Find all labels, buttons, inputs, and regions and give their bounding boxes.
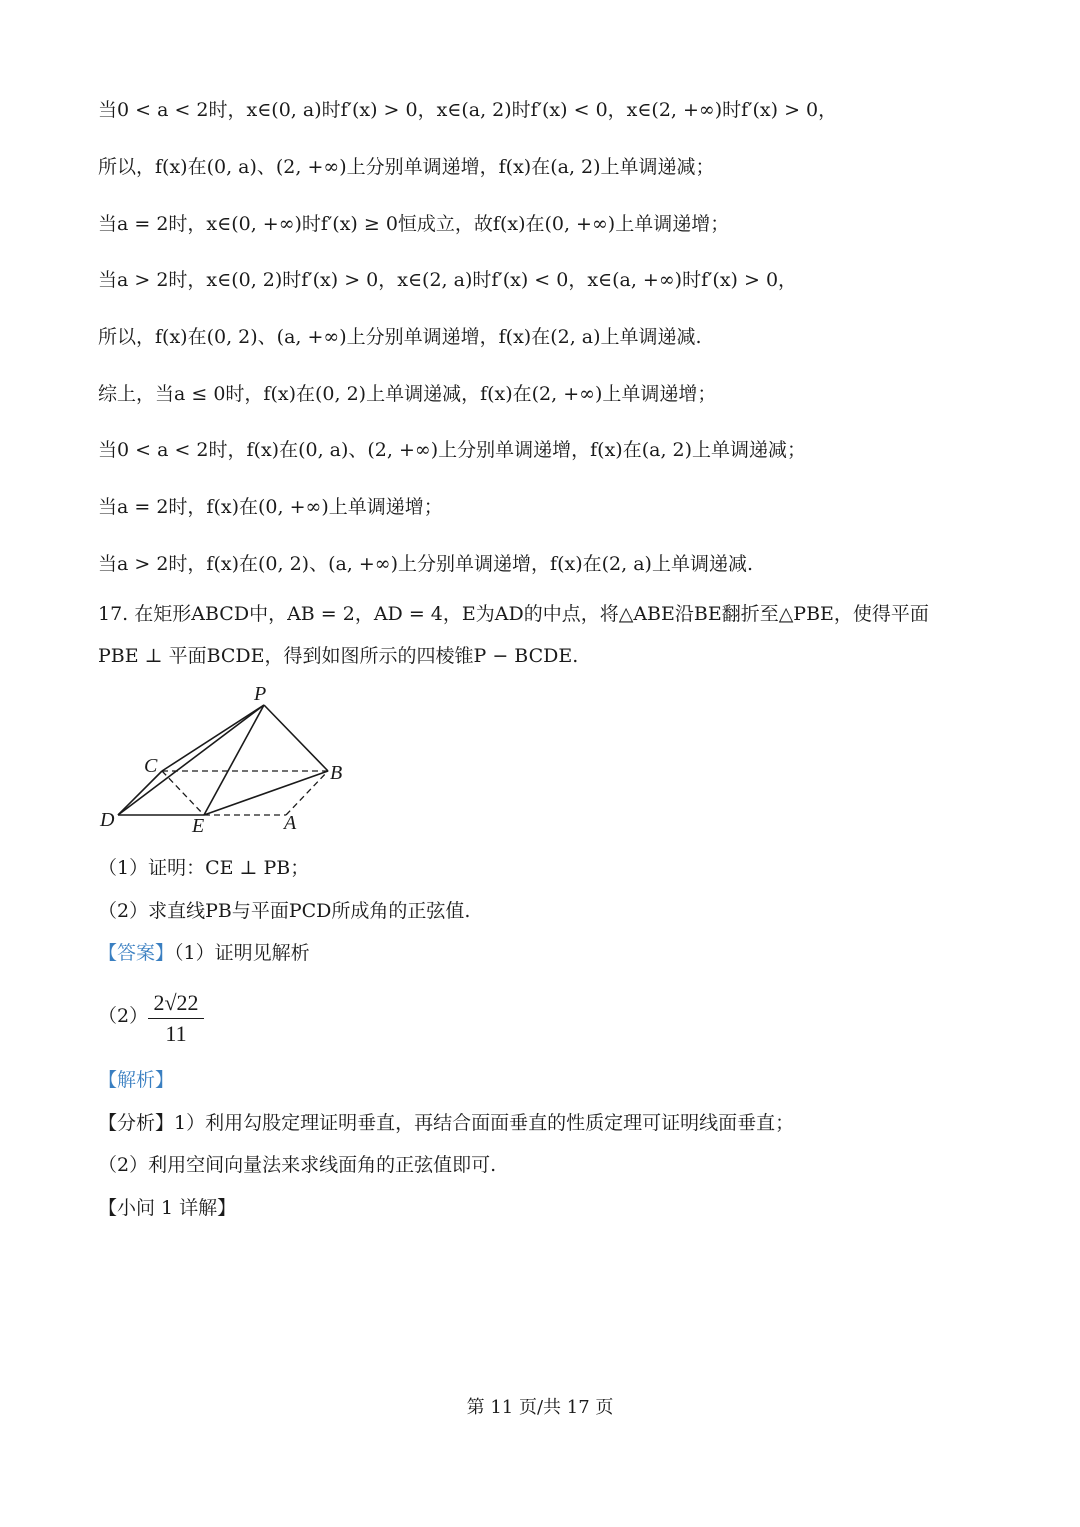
analysis-fenxi: 【分析】1）利用勾股定理证明垂直，再结合面面垂直的性质定理可证明线面垂直；: [98, 1112, 795, 1134]
text-line-6: 综上，当a ≤ 0时，f(x)在(0, 2)上单调递减，f(x)在(2, +∞)上单调递增；: [98, 383, 717, 405]
question-1: （1）证明：CE ⊥ PB；: [98, 857, 310, 879]
answer-tag: 【答案】: [98, 942, 175, 964]
vertex-label-e: E: [192, 815, 205, 834]
pyramid-figure: [96, 684, 356, 834]
vertex-label-p: P: [254, 684, 267, 705]
text-line-5: 所以，f(x)在(0, 2)、(a, +∞)上分别单调递增，f(x)在(2, a)上单调递减.: [98, 326, 702, 348]
text-line-7: 当0 < a < 2时，f(x)在(0, a)、(2, +∞)上分别单调递增，f(x)在(a, 2)上单调递减；: [98, 439, 807, 461]
vertex-label-c: C: [144, 755, 158, 777]
sub-question-1-heading: 【小问 1 详解】: [98, 1197, 237, 1219]
analysis-fenxi-2: （2）利用空间向量法来求线面角的正弦值即可.: [98, 1154, 497, 1176]
problem-statement-line-2: PBE ⊥ 平面BCDE，得到如图所示的四棱锥P − BCDE.: [98, 645, 579, 667]
vertex-label-d: D: [100, 809, 115, 831]
page-footer: 第 11 页/共 17 页: [466, 1397, 614, 1418]
answer-fraction: [148, 990, 204, 1047]
text-line-3: 当a = 2时，x∈(0, +∞)时f′(x) ≥ 0恒成立，故f(x)在(0, +∞)上单调递增；: [98, 213, 730, 235]
fraction-numerator: 2√22: [148, 990, 204, 1019]
answer-part-1: （1）证明见解析: [174, 942, 310, 964]
text-line-8: 当a = 2时，f(x)在(0, +∞)上单调递增；: [98, 496, 443, 518]
question-2: （2）求直线PB与平面PCD所成角的正弦值.: [98, 900, 471, 922]
answer-line: [98, 941, 310, 965]
answer-part-2-prefix: （2）: [98, 1005, 149, 1027]
problem-statement-line-1: 17. 在矩形ABCD中，AB = 2，AD = 4，E为AD的中点，将△ABE沿BE翻折至△PBE，使得平面: [98, 603, 929, 625]
text-line-9: 当a > 2时，f(x)在(0, 2)、(a, +∞)上分别单调递增，f(x)在(2, a)上单调递减.: [98, 553, 753, 575]
fraction-denominator: 11: [165, 1021, 187, 1046]
text-line-4: 当a > 2时，x∈(0, 2)时f′(x) > 0，x∈(2, a)时f′(x) < 0，x∈(a, +∞)时f′(x) > 0，: [98, 269, 798, 291]
vertex-label-a: A: [284, 812, 297, 834]
text-line-1: 当0 < a < 2时，x∈(0, a)时f′(x) > 0，x∈(a, 2)时f′(x) < 0，x∈(2, +∞)时f′(x) > 0，: [98, 99, 838, 121]
vertex-label-b: B: [330, 762, 343, 784]
analysis-tag: 【解析】: [98, 1069, 175, 1091]
text-line-2: 所以，f(x)在(0, a)、(2, +∞)上分别单调递增，f(x)在(a, 2)上单调递减；: [98, 156, 715, 178]
